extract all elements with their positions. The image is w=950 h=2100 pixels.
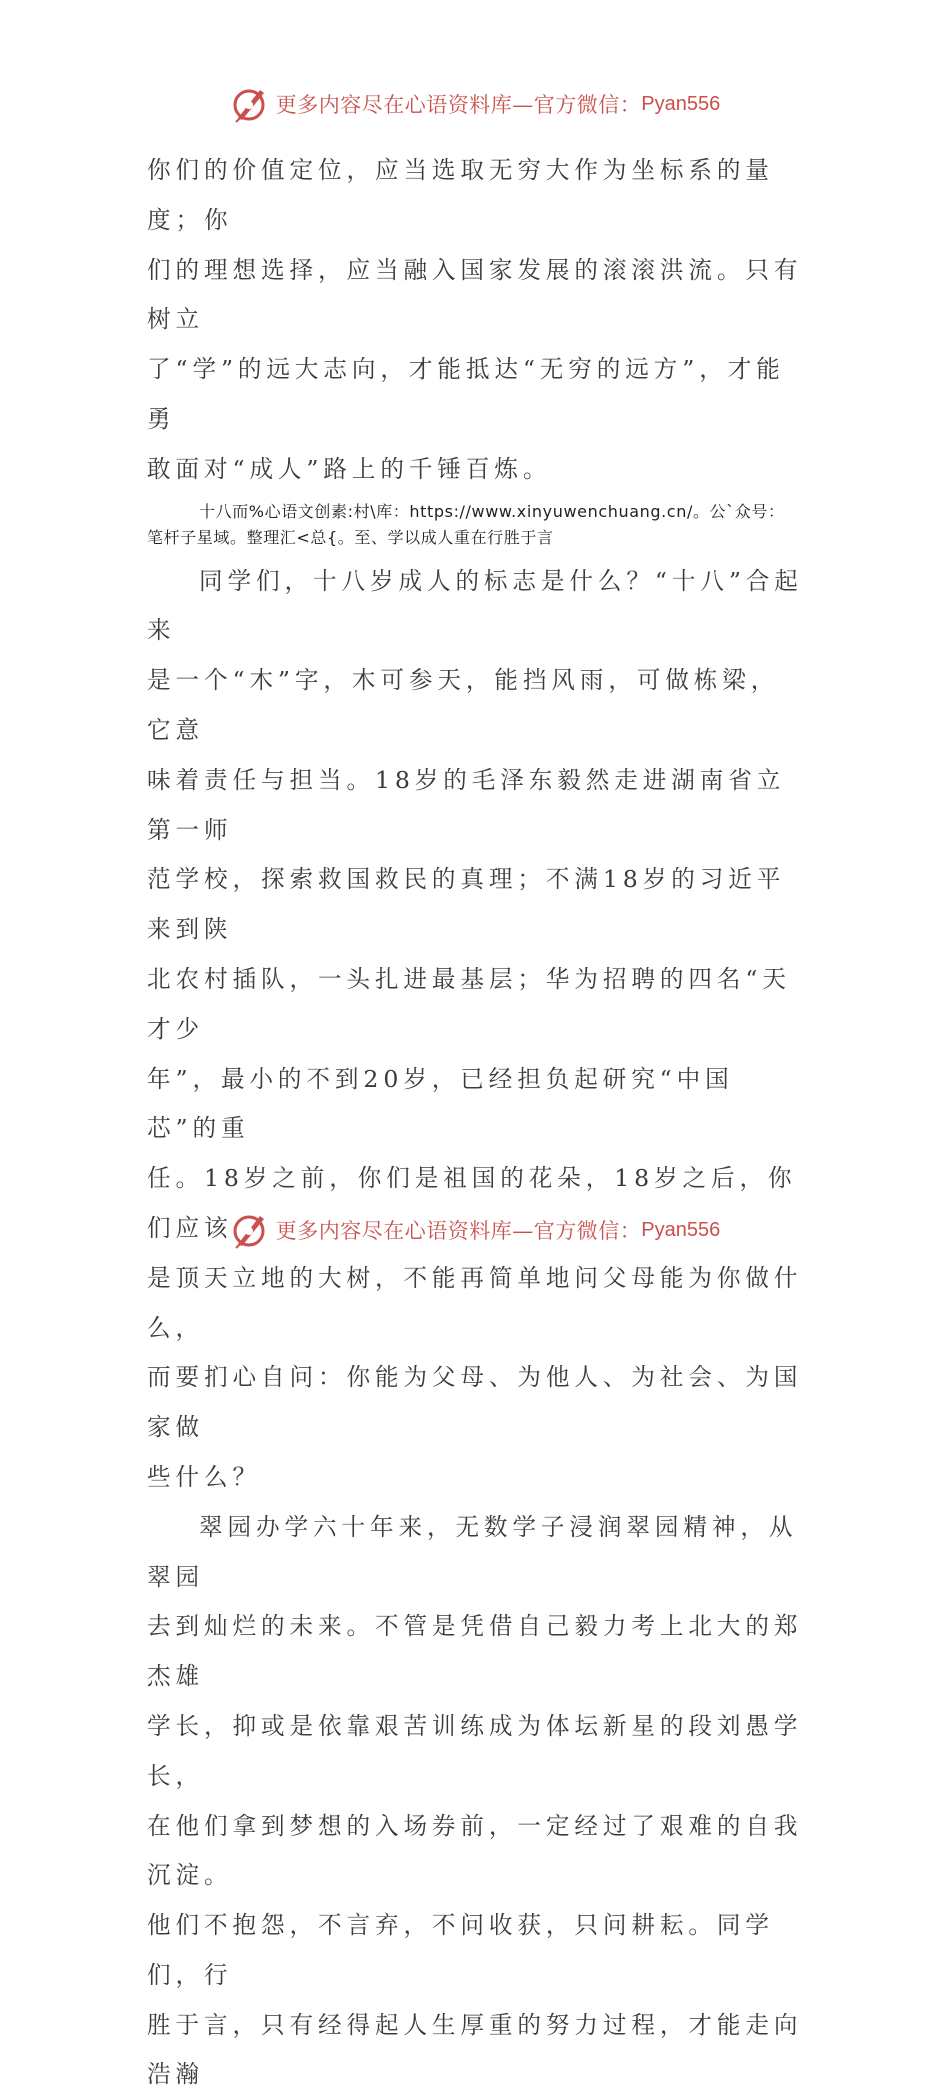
text-line: 是顶天立地的大树，不能再简单地问父母能为你做什么， [147, 1263, 803, 1342]
text-line: 范学校，探索救国救民的真理；不满18岁的习近平来到陕 [147, 865, 786, 944]
footer-wechat-id: Pyan556 [641, 1218, 721, 1241]
text-line: 们的理想选择，应当融入国家发展的滚滚洪流。只有树立 [147, 255, 803, 334]
watermark-note [147, 499, 807, 551]
text-line: 些什么？ [147, 1462, 261, 1491]
paragraph-1 [147, 146, 807, 495]
text-line: 了“学”的远大志向，才能抵达“无穷的远方”，才能勇 [147, 355, 785, 433]
text-line: 胜于言，只有经得起人生厚重的努力过程，才能走向浩瀚 [147, 2010, 803, 2089]
quill-pen-circle-icon [230, 84, 270, 124]
footer-banner-text: 更多内容尽在心语资料库—官方微信： [275, 1219, 642, 1243]
text-line: 翠园办学六十年来，无数学子浸润翠园精神，从翠园 [147, 1512, 798, 1591]
text-line: 敢面对“成人”路上的千锤百炼。 [147, 454, 552, 483]
watermark-line-1: 十八而%心语文创素:村\库：https://www.xinyuwenchuang.cn/。公`众号： [199, 501, 785, 521]
text-line: 同学们，十八岁成人的标志是什么？“十八”合起来 [147, 566, 803, 645]
text-line: 你们的价值定位，应当选取无穷大作为坐标系的量度；你 [147, 156, 774, 234]
document-body [147, 146, 807, 2100]
paragraph-2 [147, 557, 807, 1503]
header-banner-text: 更多内容尽在心语资料库—官方微信： [275, 93, 642, 117]
text-line: 任。18岁之前，你们是祖国的花朵，18岁之后，你们应该 [147, 1164, 797, 1242]
text-line: 学长，抑或是依靠艰苦训练成为体坛新星的段刘愚学长， [147, 1711, 803, 1790]
text-line: 味着责任与担当。18岁的毛泽东毅然走进湖南省立第一师 [147, 765, 786, 844]
watermark-line-2: 笔杆子星域。整理汇<总{。至、学以成人重在行胜于言 [147, 527, 554, 547]
text-line: 在他们拿到梦想的入场券前，一定经过了艰难的自我沉淀。 [147, 1811, 803, 1890]
text-line: 年”，最小的不到20岁，已经担负起研究“中国芯”的重 [147, 1064, 734, 1143]
text-line: 北农村插队，一头扎进最基层；华为招聘的四名“天才少 [147, 964, 791, 1043]
text-line: 他们不抱怨，不言弃，不问收获，只问耕耘。同学们，行 [147, 1911, 774, 1989]
paragraph-3 [147, 1503, 807, 2100]
text-line: 是一个“木”字，木可参天，能挡风雨，可做栋梁，它意 [147, 666, 780, 744]
quill-pen-circle-icon [230, 1210, 270, 1250]
text-line: 去到灿烂的未来。不管是凭借自己毅力考上北大的郑杰雄 [147, 1612, 803, 1691]
header-wechat-id: Pyan556 [641, 92, 721, 115]
footer-banner [0, 1208, 950, 1252]
header-banner [0, 82, 950, 126]
text-line: 而要扪心自问：你能为父母、为他人、为社会、为国家做 [147, 1363, 803, 1442]
